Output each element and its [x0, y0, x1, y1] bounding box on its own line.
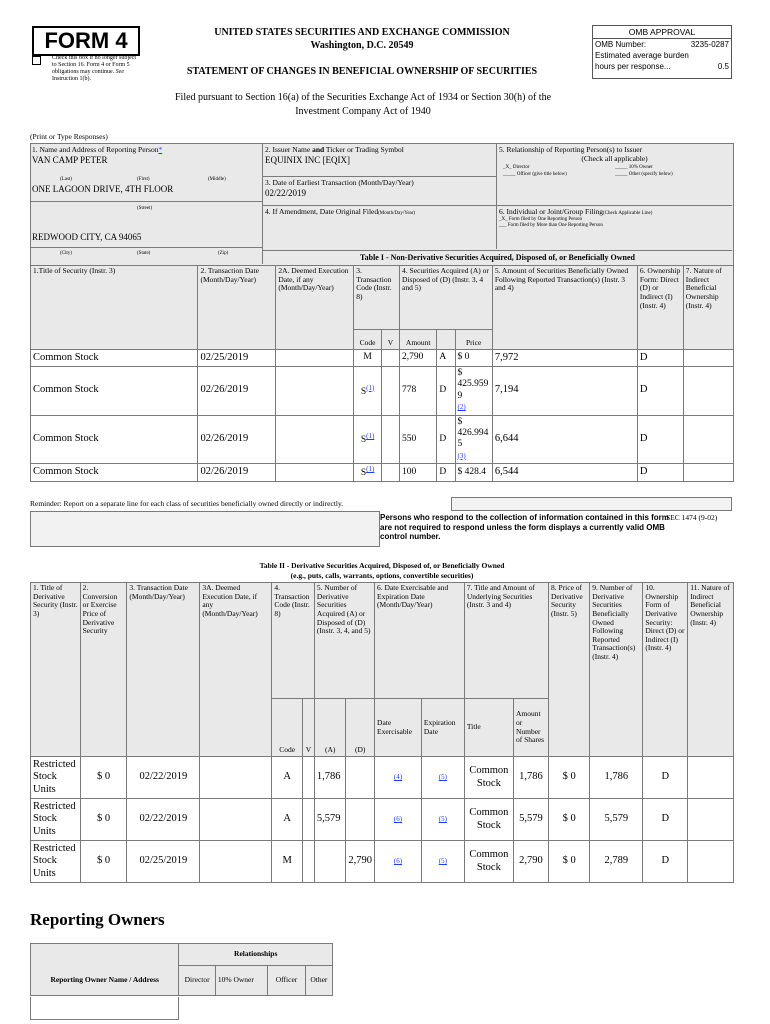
t2-d	[346, 799, 375, 841]
t2-sub-amount: Amount or Number of Shares	[513, 699, 548, 757]
omb-burden-1: Estimated average burden	[595, 51, 689, 60]
other-col: Other	[305, 966, 332, 996]
t2-form: D	[643, 757, 688, 799]
t1-price-value: $ 426.9945	[457, 416, 489, 450]
reporting-owners-heading: Reporting Owners	[30, 910, 165, 929]
table2-title: Table II - Derivative Securities Acquired, Disposed of, or Beneficially Owned	[259, 561, 505, 570]
t2-uamt: 1,786	[513, 757, 548, 799]
t1-h2a: 2A. Deemed Execution Date, if any (Month/Day/Year)	[276, 266, 354, 350]
box-5	[497, 143, 732, 206]
t2-exp-footnote-link[interactable]: (5)	[438, 773, 447, 782]
reporting-person-name: VAN CAMP PETER	[32, 154, 108, 165]
ten-pct-option: _____ 10% Owner	[615, 165, 653, 171]
omb-burden-2: hours per response...	[595, 62, 671, 71]
t2-form: D	[643, 841, 688, 883]
reminder-box-left	[30, 511, 380, 547]
t1-h6: 6. Ownership Form: Direct (D) or Indirect (I) (Instr. 4)	[637, 266, 683, 350]
box6-line2: ___ Form filed by More than One Reporting Person	[499, 222, 603, 228]
box1-label: 1. Name and Address of Reporting Person	[32, 145, 159, 154]
director-option: _X_ Director	[503, 165, 530, 171]
t2-nature	[688, 757, 734, 799]
t1-date: 02/26/2019	[198, 367, 276, 416]
t2-nature	[688, 799, 734, 841]
t1-h5: 5. Amount of Securities Beneficially Owned Following Reported Transaction(s) (Instr. 3 and 4)	[492, 266, 637, 350]
t1-code-value: S	[360, 435, 367, 446]
table2-row	[31, 757, 734, 799]
reporting-person-citystate: REDWOOD CITY, CA 94065	[32, 232, 142, 242]
t2-h7: 7. Title and Amount of Underlying Securities (Instr. 3 and 4)	[464, 583, 548, 699]
t1-ad: D	[437, 367, 455, 416]
box-6: 6. Individual or Joint/Group Filing(Check Applicable Line) _X_ Form filed by One Reporting Person ___ Form filed by More than One Reporting Person	[497, 206, 732, 249]
state-label: (State)	[137, 251, 151, 256]
t1-h7: 7. Nature of Indirect Beneficial Ownership (Instr. 4)	[683, 266, 733, 350]
t2-h2: 2. Conversion or Exercise Price of Derivative Security	[80, 583, 127, 757]
owner-name-col: Reporting Owner Name / Address	[31, 966, 179, 996]
t2-h11: 11. Nature of Indirect Beneficial Ownership (Instr. 4)	[688, 583, 734, 757]
t1-form: D	[637, 367, 683, 416]
t2-owned: 1,786	[590, 757, 643, 799]
director-col: Director	[179, 966, 215, 996]
t2-deemed	[200, 757, 272, 799]
t2-h6: 6. Date Exercisable and Expiration Date (Month/Day/Year)	[375, 583, 465, 699]
omb-approval-box	[592, 25, 732, 79]
box3-label: 3. Date of Earliest Transaction (Month/Day/Year)	[265, 178, 414, 187]
t1-code	[354, 350, 382, 367]
relationships-header: Relationships	[179, 944, 333, 966]
t1-v	[381, 350, 399, 367]
t2-exp	[421, 841, 464, 883]
t1-ad: D	[437, 415, 455, 464]
t2-exer	[375, 757, 422, 799]
t2-deemed	[200, 841, 272, 883]
street-label: (Street)	[137, 206, 152, 211]
reporting-owners-table	[30, 943, 333, 996]
t1-sub-amount: Amount	[400, 330, 437, 350]
t1-price-value: $ 428.4	[457, 466, 486, 477]
t2-conv: $ 0	[80, 799, 127, 841]
t2-sub-exer: Date Exercisable	[375, 699, 422, 757]
t2-h10: 10. Ownership Form of Derivative Security: Direct (D) or Indirect (I) (Instr. 4)	[643, 583, 688, 757]
agency-name: UNITED STATES SECURITIES AND EXCHANGE COMMISSION	[214, 27, 510, 38]
t2-conv: $ 0	[80, 841, 127, 883]
reporting-owners-row-placeholder	[30, 997, 179, 1020]
t1-code-value: S	[360, 468, 367, 479]
t1-price	[455, 367, 492, 416]
persons-notice: Persons who respond to the collection of information contained in this form are not required to respond unless the form displays a currently valid OMB control number.	[380, 513, 669, 542]
t1-code	[354, 367, 382, 416]
t1-code	[354, 464, 382, 482]
t1-code-footnote-link[interactable]: (1)	[366, 465, 375, 474]
t2-title: Restricted Stock Units	[31, 757, 81, 799]
earliest-transaction-date: 02/22/2019	[265, 187, 307, 198]
table1-row	[31, 415, 734, 464]
t1-date: 02/26/2019	[198, 415, 276, 464]
t1-form: D	[637, 464, 683, 482]
t2-code: A	[272, 799, 303, 841]
omb-title: OMB APPROVAL	[593, 26, 731, 39]
box5-label: 5. Relationship of Reporting Person(s) to Issuer	[499, 145, 643, 154]
t2-price: $ 0	[549, 841, 590, 883]
officer-option: _____ Officer (give title below)	[503, 172, 567, 178]
form-title-box	[32, 26, 140, 56]
t1-form: D	[637, 350, 683, 367]
last-label: (Last)	[60, 177, 72, 182]
t1-title: Common Stock	[31, 367, 198, 416]
t2-sub-exp: Expiration Date	[421, 699, 464, 757]
t2-owned: 2,789	[590, 841, 643, 883]
t1-amount: 100	[400, 464, 437, 482]
filed-pursuant-line-1: Filed pursuant to Section 16(a) of the Securities Exchange Act of 1934 or Section 30(h) of the	[174, 92, 552, 103]
box-3	[263, 177, 497, 206]
t1-date: 02/25/2019	[198, 350, 276, 367]
t1-nature	[683, 415, 733, 464]
table2-row	[31, 799, 734, 841]
t2-code: A	[272, 757, 303, 799]
t2-nature	[688, 841, 734, 883]
t2-h1: 1. Title of Derivative Security (Instr. 3)	[31, 583, 81, 757]
t1-ad: A	[437, 350, 455, 367]
t2-sub-title: Title	[464, 699, 513, 757]
t1-price-footnote-link[interactable]: (2)	[457, 403, 466, 412]
t2-v	[302, 757, 314, 799]
t1-nature	[683, 350, 733, 367]
t1-price	[455, 350, 492, 367]
t1-amount: 2,790	[400, 350, 437, 367]
omb-number-label: OMB Number:	[595, 40, 647, 49]
box-1	[30, 143, 263, 264]
t1-sub-v: V	[381, 330, 399, 350]
t1-code-footnote-link[interactable]: (1)	[366, 432, 375, 441]
t2-h8: 8. Price of Derivative Security (Instr. 5)	[549, 583, 590, 757]
box4-label: 4. If Amendment, Date Original Filed	[265, 207, 379, 216]
table-2	[30, 582, 734, 883]
t2-deemed	[200, 799, 272, 841]
no-longer-subject-checkbox[interactable]	[32, 56, 41, 65]
t1-h3: 3. Transaction Code (Instr. 8)	[354, 266, 400, 330]
t2-utitle: Common Stock	[464, 799, 513, 841]
t1-price	[455, 464, 492, 482]
t2-sub-d: (D)	[346, 699, 375, 757]
t1-price-footnote-link[interactable]: (3)	[457, 451, 466, 460]
t2-d: 2,790	[346, 841, 375, 883]
t1-title: Common Stock	[31, 415, 198, 464]
t1-code-value: S	[360, 386, 367, 397]
t1-form: D	[637, 415, 683, 464]
box-2: 2. Issuer Name and Ticker or Trading Symbol EQUINIX INC [EQIX]	[263, 143, 497, 177]
t2-exer-footnote-link[interactable]: (4)	[393, 773, 403, 782]
t1-price-value: $ 425.9599	[457, 368, 489, 401]
reminder-box-right	[451, 497, 732, 511]
t2-title: Restricted Stock Units	[31, 799, 81, 841]
zip-label: (Zip)	[218, 251, 229, 256]
t1-owned: 7,194	[492, 367, 637, 416]
t2-h9: 9. Number of Derivative Securities Beneficially Owned Following Reported Transaction(s) (Instr. 4)	[590, 583, 643, 757]
t1-h4: 4. Securities Acquired (A) or Disposed of (D) (Instr. 3, 4 and 5)	[400, 266, 493, 330]
omb-number: 3235-0287	[690, 40, 729, 49]
t2-uamt: 2,790	[513, 841, 548, 883]
table2-row	[31, 841, 734, 883]
table1-title: Table I - Non-Derivative Securities Acquired, Disposed of, or Beneficially Owned	[263, 250, 732, 265]
t1-nature	[683, 464, 733, 482]
table1-row	[31, 464, 734, 482]
t1-title: Common Stock	[31, 464, 198, 482]
t2-owned: 5,579	[590, 799, 643, 841]
t1-h2: 2. Transaction Date (Month/Day/Year)	[198, 266, 276, 350]
t1-price	[455, 415, 492, 464]
t1-sub-price: Price	[455, 330, 492, 350]
t2-date: 02/25/2019	[127, 841, 200, 883]
box6-label: 6. Individual or Joint/Group Filing	[499, 207, 603, 216]
filed-pursuant-line-2: Investment Company Act of 1940	[295, 106, 431, 117]
t2-exp-footnote-link[interactable]: (5)	[438, 815, 447, 824]
t2-v	[302, 799, 314, 841]
t1-deemed	[276, 350, 354, 367]
t1-code-value: M	[363, 352, 372, 363]
agency-city: Washington, D.C. 20549	[310, 40, 414, 51]
table-1	[30, 265, 734, 482]
t1-owned: 6,544	[492, 464, 637, 482]
t2-exer	[375, 799, 422, 841]
t2-exer-footnote-link[interactable]: (6)	[393, 815, 403, 824]
t2-uamt: 5,579	[513, 799, 548, 841]
print-type: (Print or Type Responses)	[30, 132, 108, 141]
t1-deemed	[276, 464, 354, 482]
box6-line1: _X_ Form filed by One Reporting Person	[499, 216, 583, 222]
t2-sub-a: (A)	[314, 699, 346, 757]
t1-ad: D	[437, 464, 455, 482]
t2-conv: $ 0	[80, 757, 127, 799]
issuer-name: EQUINIX INC [EQIX]	[265, 154, 350, 165]
t2-date: 02/22/2019	[127, 799, 200, 841]
t2-exer-footnote-link[interactable]: (6)	[393, 857, 403, 866]
t2-title: Restricted Stock Units	[31, 841, 81, 883]
table1-row	[31, 367, 734, 416]
t2-price: $ 0	[549, 757, 590, 799]
city-label: (City)	[60, 251, 72, 256]
t2-a	[314, 841, 346, 883]
t2-utitle: Common Stock	[464, 757, 513, 799]
t2-h4: 4. Transaction Code (Instr. 8)	[272, 583, 315, 699]
t2-price: $ 0	[549, 799, 590, 841]
t2-exp	[421, 799, 464, 841]
t2-a: 1,786	[314, 757, 346, 799]
t2-sub-v: V	[302, 699, 314, 757]
t2-h5: 5. Number of Derivative Securities Acquired (A) or Disposed of (D) (Instr. 3, 4, and 5)	[314, 583, 374, 699]
t1-v	[381, 464, 399, 482]
t2-a: 5,579	[314, 799, 346, 841]
sec-code: SEC 1474 (9-02)	[666, 513, 718, 522]
t2-exer	[375, 841, 422, 883]
t2-v	[302, 841, 314, 883]
t1-owned: 7,972	[492, 350, 637, 367]
t2-d	[346, 757, 375, 799]
t1-nature	[683, 367, 733, 416]
t2-form: D	[643, 799, 688, 841]
t2-exp-footnote-link[interactable]: (5)	[438, 857, 447, 866]
box5-sub: (Check all applicable)	[581, 153, 648, 163]
box1-star[interactable]: *	[158, 145, 163, 154]
t1-code	[354, 415, 382, 464]
t1-sub-code: Code	[354, 330, 382, 350]
reporting-person-address: ONE LAGOON DRIVE, 4TH FLOOR	[32, 184, 174, 194]
statement-title: STATEMENT OF CHANGES IN BENEFICIAL OWNERSHIP OF SECURITIES	[186, 66, 538, 77]
other-option: _____ Other (specify below)	[615, 172, 673, 178]
t2-code: M	[272, 841, 303, 883]
t2-sub-code: Code	[272, 699, 303, 757]
t1-v	[381, 367, 399, 416]
t1-deemed	[276, 415, 354, 464]
t1-date: 02/26/2019	[198, 464, 276, 482]
reminder-text: Reminder: Report on a separate line for each class of securities beneficially owned directly or indirectly.	[30, 499, 344, 508]
t1-amount: 550	[400, 415, 437, 464]
ten-pct-col: 10% Owner	[215, 966, 268, 996]
t2-h3: 3. Transaction Date (Month/Day/Year)	[127, 583, 200, 757]
t1-deemed	[276, 367, 354, 416]
t1-h1: 1.Title of Security (Instr. 3)	[31, 266, 198, 350]
t2-date: 02/22/2019	[127, 757, 200, 799]
t1-code-footnote-link[interactable]: (1)	[366, 383, 375, 392]
middle-label: (Middle)	[208, 177, 226, 182]
officer-col: Officer	[268, 966, 305, 996]
t2-utitle: Common Stock	[464, 841, 513, 883]
t1-v	[381, 415, 399, 464]
omb-hours: 0.5	[717, 62, 729, 71]
t2-exp	[421, 757, 464, 799]
form-title: FORM 4	[44, 28, 128, 53]
t1-owned: 6,644	[492, 415, 637, 464]
t1-amount: 778	[400, 367, 437, 416]
t1-price-value: $ 0	[457, 352, 470, 363]
box-4: 4. If Amendment, Date Original Filed(Month/Day/Year)	[263, 206, 497, 249]
first-label: (First)	[137, 177, 150, 182]
table2-subtitle: (e.g., puts, calls, warrants, options, convertible securities)	[290, 571, 474, 580]
checkbox-text: Check this box if no longer subject to Section 16. Form 4 or Form 5 obligations may continue. See Instruction 1(b).	[52, 55, 136, 82]
t2-h3a: 3A. Deemed Execution Date, if any (Month/Day/Year)	[200, 583, 272, 757]
table1-row	[31, 350, 734, 367]
t1-title: Common Stock	[31, 350, 198, 367]
